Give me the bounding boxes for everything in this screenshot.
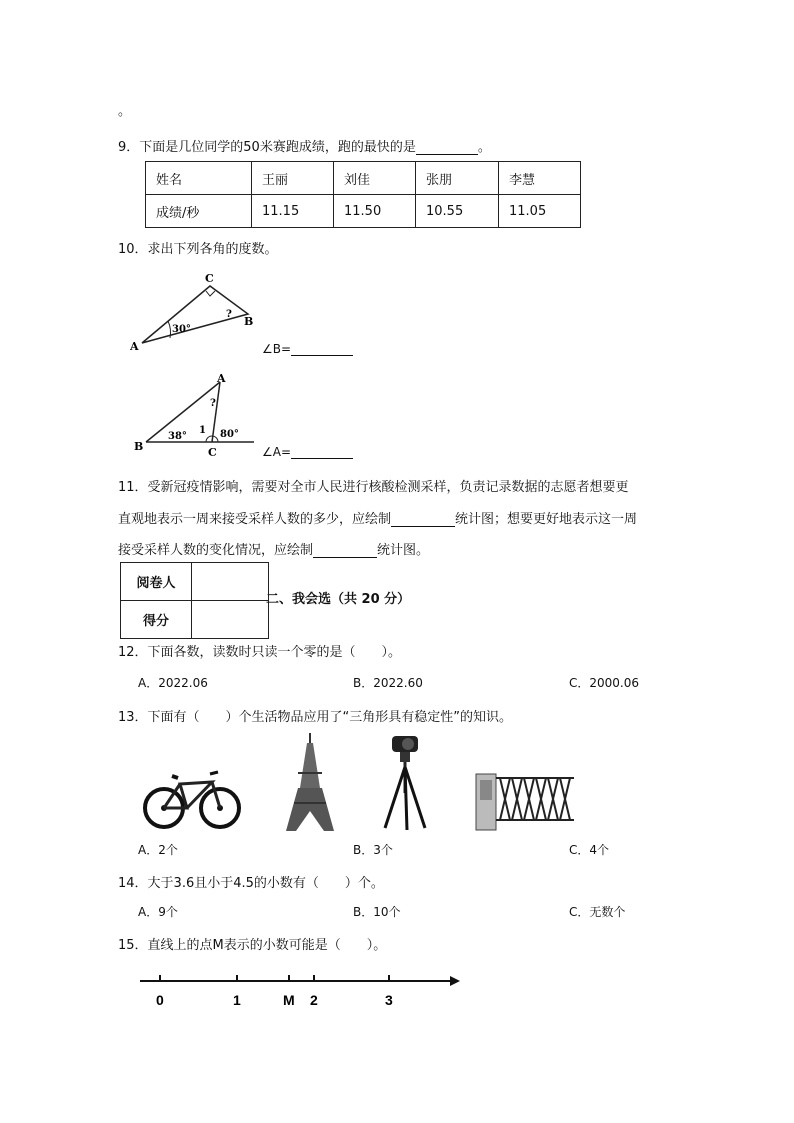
- label-b: B: [134, 440, 144, 453]
- q14-option-c[interactable]: C．无数个: [569, 905, 626, 919]
- q11-line2: [118, 508, 637, 527]
- camera-lens: [402, 738, 414, 750]
- score-cell[interactable]: [192, 601, 269, 639]
- table-cell: 刘佳: [334, 162, 416, 195]
- tripod-head: [400, 752, 410, 762]
- q13-option-b[interactable]: B．3个: [353, 843, 393, 857]
- triangle-1-shape: [142, 286, 248, 343]
- triangle-figure-1: [130, 268, 265, 353]
- tick-label-2: 2: [310, 992, 318, 1008]
- unknown-angle-label: ?: [210, 398, 216, 409]
- side-ac: [212, 382, 220, 442]
- gate-panel: [480, 780, 492, 800]
- q9-answer-blank[interactable]: [416, 140, 478, 155]
- table-cell: 11.05: [499, 195, 581, 228]
- tower-base: [286, 788, 334, 831]
- angle-b-label: ∠B=: [262, 342, 292, 356]
- reviewer-cell[interactable]: [192, 563, 269, 601]
- table-row: [121, 601, 269, 639]
- table-cell: 李慧: [499, 162, 581, 195]
- q10-text: 10．求出下列各角的度数。: [118, 242, 278, 257]
- q9-table: [145, 161, 581, 228]
- fork: [212, 782, 220, 808]
- q11-line1: 11．受新冠疫情影响，需要对全市人民进行核酸检测采样，负责记录数据的志愿者想要更: [118, 480, 629, 495]
- tick-label-3: 3: [385, 992, 393, 1008]
- q11-line3: [118, 539, 429, 558]
- q14-text: 14．大于3.6且小于4.5的小数有（ ）个。: [118, 876, 384, 891]
- q12-option-b[interactable]: B．2022.60: [353, 676, 423, 690]
- reviewer-label: 阅卷人: [121, 563, 192, 601]
- q10-answer-2: [262, 444, 353, 459]
- q15-text: 15．直线上的点M表示的小数可能是（ ）。: [118, 938, 387, 953]
- table-cell: 11.50: [334, 195, 416, 228]
- q11-blank-1[interactable]: [391, 512, 455, 527]
- table-cell: 11.15: [252, 195, 334, 228]
- seat: [172, 776, 178, 778]
- table-row: [146, 195, 581, 228]
- q12-option-c[interactable]: C．2000.06: [569, 676, 640, 690]
- score-label: 得分: [121, 601, 192, 639]
- label-b: B: [244, 315, 254, 328]
- score-box: [120, 562, 269, 639]
- handlebar: [210, 772, 218, 774]
- angle-b-blank[interactable]: [291, 341, 353, 356]
- table-row: [121, 563, 269, 601]
- q13-option-c[interactable]: C．4个: [569, 843, 610, 857]
- arrow-head: [450, 976, 460, 986]
- label-c: C: [208, 446, 217, 458]
- tick-label-0: 0: [156, 992, 164, 1008]
- angle-a-blank[interactable]: [291, 444, 353, 459]
- angle-80-label: 80°: [220, 429, 239, 440]
- q12-text: 12．下面各数，读数时只读一个零的是（ ）。: [118, 645, 402, 660]
- gate-image: [474, 770, 584, 832]
- tripod-leg: [385, 767, 405, 828]
- bicycle-image: [142, 768, 242, 830]
- q9-text: [118, 136, 491, 155]
- right-angle-mark: [206, 291, 215, 296]
- q9-end: 。: [477, 140, 491, 155]
- tick-label-1: 1: [233, 992, 241, 1008]
- q11-line2a: 直观地表示一周来接受采样人数的多少，应绘制: [118, 512, 392, 527]
- stray-mark: 。: [118, 104, 132, 119]
- q11-line3b: 统计图。: [377, 543, 430, 558]
- q13-text: 13．下面有（ ）个生活物品应用了“三角形具有稳定性”的知识。: [118, 710, 513, 725]
- angle-a-label: ∠A=: [262, 445, 292, 459]
- q13-option-a[interactable]: A．2个: [138, 843, 178, 857]
- table-cell: 10.55: [416, 195, 499, 228]
- table-cell: 姓名: [146, 162, 252, 195]
- q14-option-b[interactable]: B．10个: [353, 905, 401, 919]
- q10-answer-1: [262, 341, 353, 356]
- angle-1-label: 1: [199, 425, 206, 436]
- table-cell: 成绩/秒: [146, 195, 252, 228]
- unknown-angle-label: ?: [226, 309, 232, 320]
- tripod-leg: [405, 767, 407, 830]
- q12-option-a[interactable]: A．2022.06: [138, 676, 208, 690]
- number-line: [136, 970, 466, 1014]
- tower-upper: [300, 743, 320, 788]
- q11-blank-2[interactable]: [313, 543, 377, 558]
- label-a: A: [130, 340, 139, 353]
- label-c: C: [205, 272, 214, 285]
- q9-prompt: 9．下面是几位同学的50米赛跑成绩，跑的最快的是: [118, 140, 416, 155]
- section-title: 二、我会选（共 20 分）: [266, 592, 411, 607]
- label-a: A: [217, 372, 226, 385]
- table-row: [146, 162, 581, 195]
- tick-label-m: M: [283, 992, 295, 1008]
- q14-option-a[interactable]: A．9个: [138, 905, 178, 919]
- tripod-image: [380, 733, 440, 833]
- q11-line2b: 统计图；想要更好地表示这一周: [455, 512, 638, 527]
- angle-38-label: 38°: [168, 431, 187, 442]
- gate-lattice: [496, 778, 574, 820]
- table-cell: 张朋: [416, 162, 499, 195]
- q11-line3a: 接受采样人数的变化情况，应绘制: [118, 543, 314, 558]
- table-cell: 王丽: [252, 162, 334, 195]
- angle-30-label: 30°: [172, 324, 191, 335]
- triangle-figure-2: [132, 370, 257, 458]
- tower-image: [284, 733, 336, 833]
